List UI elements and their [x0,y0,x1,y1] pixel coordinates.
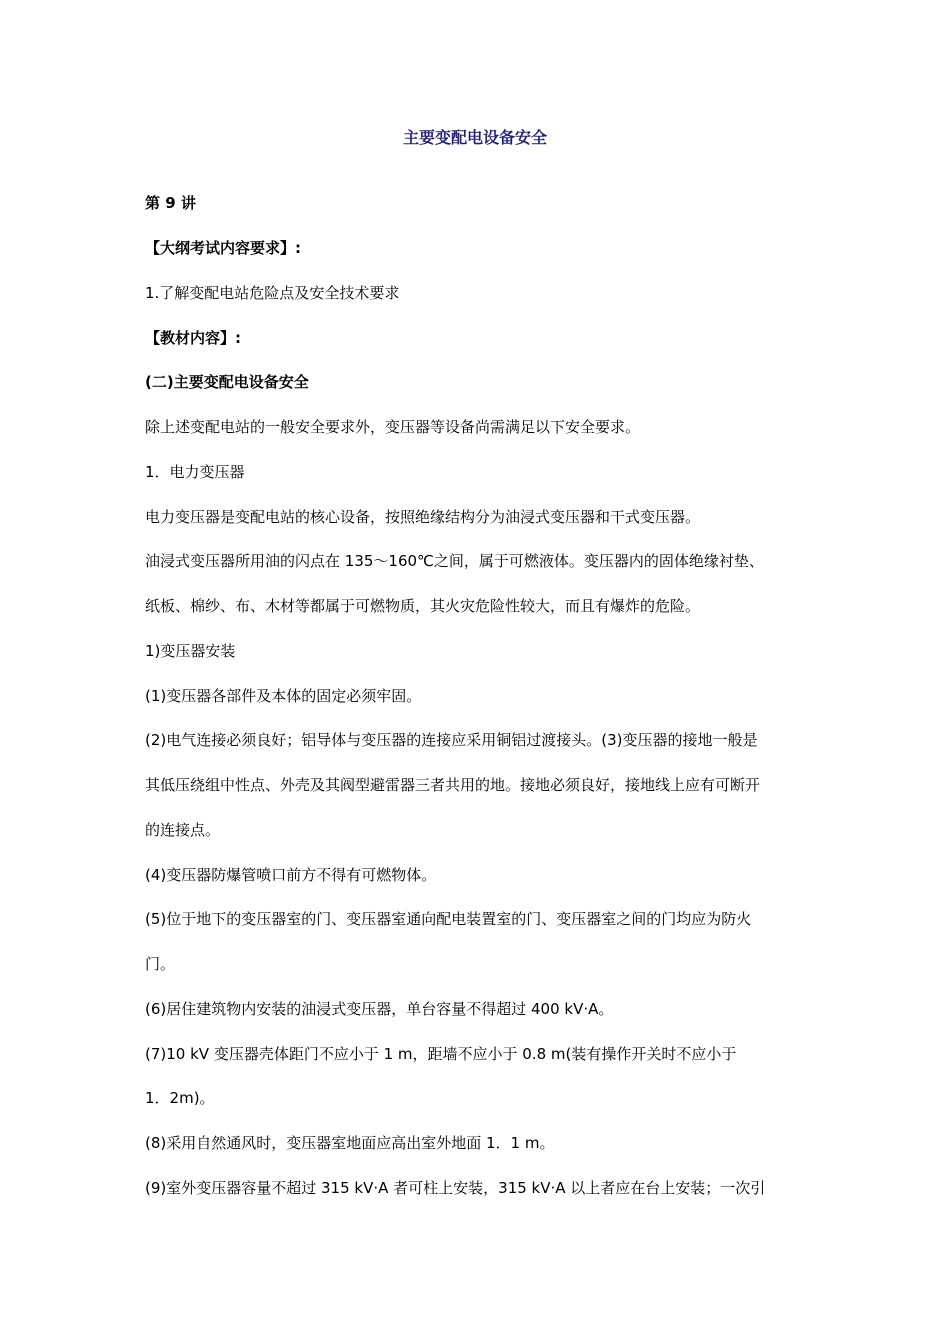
page-title: 主要变配电设备安全 [402,128,547,147]
paragraph-line: (8)采用自然通风时，变压器室地面应高出室外地面 1．1 m。 [145,1134,555,1152]
paragraph-line: (7)10 kV 变压器壳体距门不应小于 1 m，距墙不应小于 0.8 m(装有操作开关时不应小于 [145,1045,737,1063]
section-heading: (二)主要变配电设备安全 [145,373,309,391]
paragraph-line: (4)变压器防爆管喷口前方不得有可燃物体。 [145,866,437,884]
paragraph-line: (1)变压器各部件及本体的固定必须牢固。 [145,687,422,705]
paragraph-line: (9)室外变压器容量不超过 315 kV·A 者可柱上安装，315 kV·A 以上者应在台上安装；一次引 [145,1179,766,1197]
section-heading: 第 9 讲 [145,194,196,212]
paragraph-line: 油浸式变压器所用油的闪点在 135～160℃之间，属于可燃液体。变压器内的固体绝缘衬垫、 [145,552,764,570]
paragraph-line: 1.了解变配电站危险点及安全技术要求 [145,284,400,302]
paragraph-line: 门。 [145,955,176,973]
section-heading: 【大纲考试内容要求】: [145,239,301,257]
paragraph-line: 电力变压器是变配电站的核心设备，按照绝缘结构分为油浸式变压器和干式变压器。 [145,508,701,526]
paragraph-line: (5)位于地下的变压器室的门、变压器室通向配电装置室的门、变压器室之间的门均应为防火 [145,910,752,928]
paragraph-line: 除上述变配电站的一般安全要求外，变压器等设备尚需满足以下安全要求。 [145,418,641,436]
paragraph-line: (6)居住建筑物内安装的油浸式变压器，单台容量不得超过 400 kV·A。 [145,1000,614,1018]
paragraph-line: 其低压绕组中性点、外壳及其阀型避雷器三者共用的地。接地必须良好，接地线上应有可断开 [145,776,761,794]
paragraph-line: 1．2m)。 [145,1089,215,1107]
paragraph-line: 1)变压器安装 [145,642,236,660]
paragraph-line: 1．电力变压器 [145,463,245,481]
paragraph-line: 的连接点。 [145,821,221,839]
section-heading: 【教材内容】: [145,329,241,347]
paragraph-line: 纸板、棉纱、布、木材等都属于可燃物质，其火灾危险性较大，而且有爆炸的危险。 [145,597,701,615]
paragraph-line: (2)电气连接必须良好；铝导体与变压器的连接应采用铜铝过渡接头。(3)变压器的接地一般是 [145,731,758,749]
